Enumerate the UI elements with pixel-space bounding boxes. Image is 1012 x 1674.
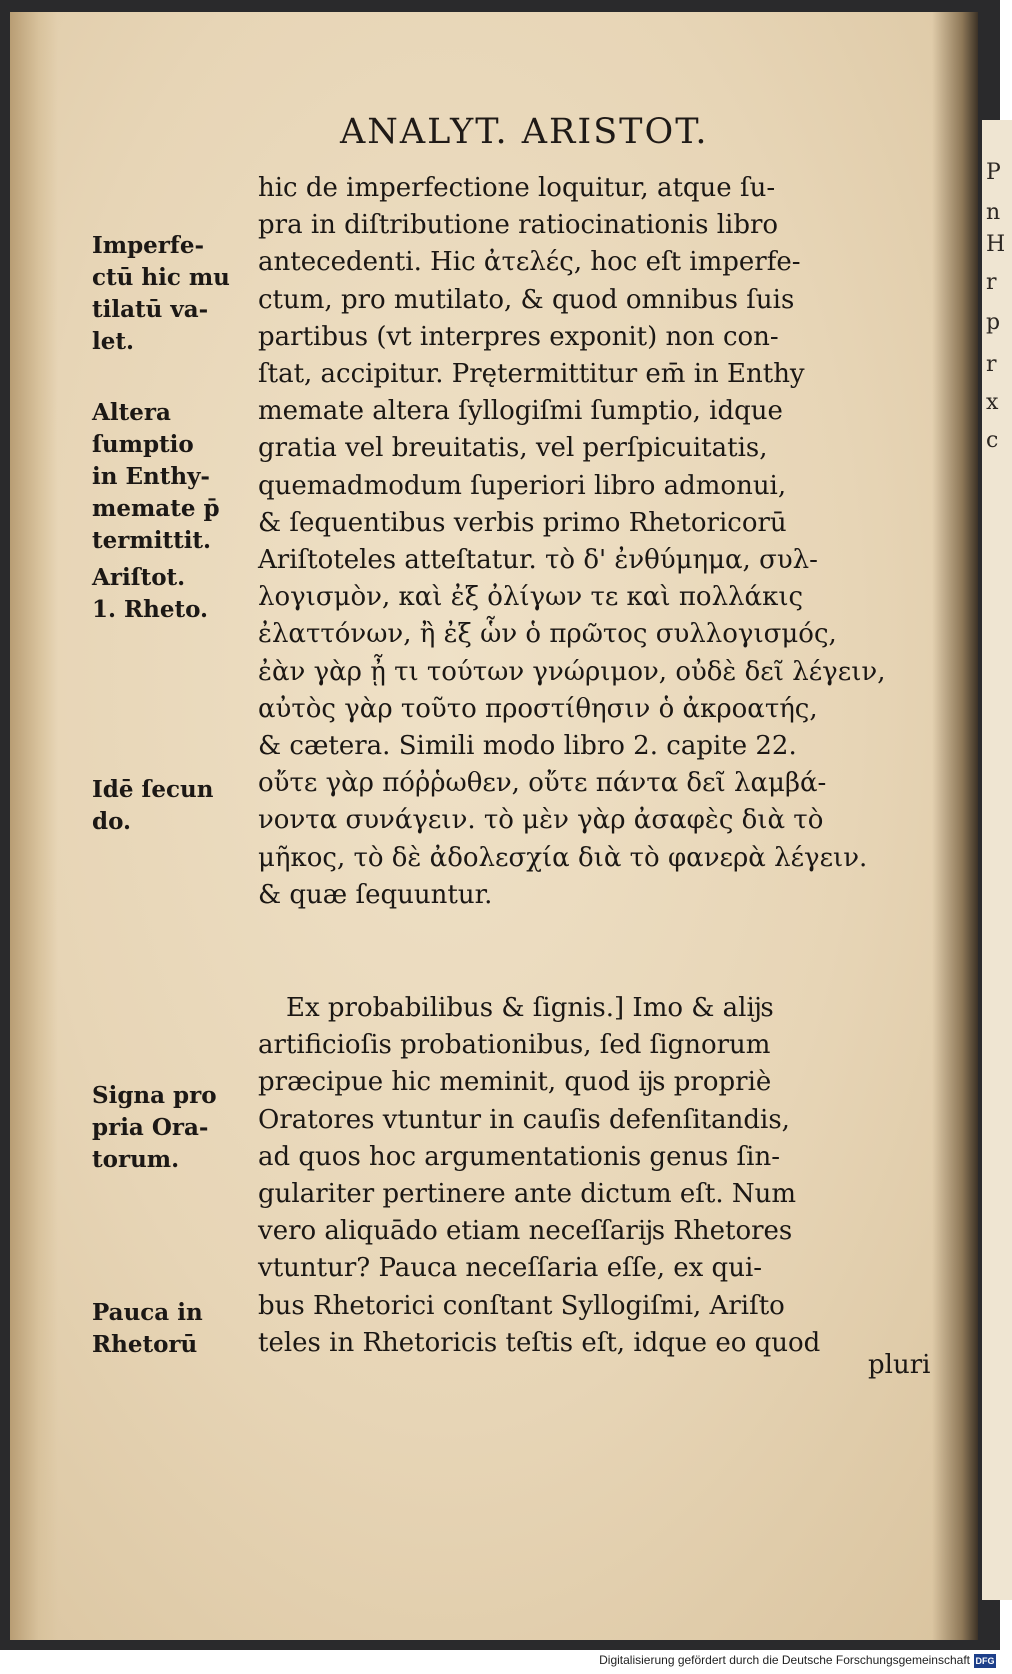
greek-text-line: μῆκος, τὸ δὲ ἀδολεσχία διὰ τὸ φανερὰ λέγειν. [258, 842, 868, 873]
margin-note-line: ſumptio [92, 431, 194, 458]
greek-text-line: ἐλαττόνων, ἢ ἐξ ὧν ὁ πρῶτος συλλογισμός, [258, 619, 837, 650]
funding-credit: Digitalisierung gefördert durch die Deutsche Forschungsgemeinschaft [599, 1653, 970, 1667]
margin-note-line: Imperfe- [92, 232, 205, 259]
greek-text-line: λογισμὸν, καὶ ἐξ ὀλίγων τε καὶ πολλάκις [258, 582, 804, 613]
next-page-edge [982, 120, 1012, 1600]
margin-note-line: let. [92, 328, 135, 355]
next-page-letter: c [986, 428, 999, 453]
text-line: & quæ ſequuntur. [258, 879, 493, 910]
text-line: ad quos hoc argumentationis genus ſin- [258, 1141, 781, 1172]
margin-note-line: in Enthy- [92, 463, 210, 490]
text-line: gulariter pertinere ante dictum eſt. Num [258, 1179, 797, 1210]
text-line: præcipue hic meminit, quod ĳs propriè [258, 1067, 772, 1098]
margin-note-line: Rhetorū [92, 1331, 198, 1358]
text-line: & cætera. Simili modo libro 2. capite 22. [258, 731, 797, 762]
running-head: ANALYT. ARISTOT. [340, 112, 709, 152]
text-line: vero aliquādo etiam neceſſarĳs Rhetores [258, 1216, 793, 1247]
text-line: Ex probabilibus & ſignis.] Imo & alĳs [286, 993, 774, 1023]
dfg-logo-icon: DFG [975, 1656, 995, 1666]
margin-note-idem-secundo [92, 774, 252, 838]
text-line: Oratores vtuntur in cauſis defenſitandis, [258, 1104, 790, 1135]
next-page-letter: p [986, 310, 1001, 335]
book-page [10, 12, 978, 1640]
margin-note-line: Altera [92, 399, 171, 426]
text-line: memate altera ſyllogiſmi ſumptio, idque [258, 396, 783, 427]
text-line: Ariſtoteles atteſtatur. τὸ δ' ἐνθύμημα, συλ- [258, 545, 818, 576]
text-line: hic de imperfectione loquitur, atque ſu- [258, 173, 776, 203]
paragraph-2 [258, 990, 908, 1362]
text-line: teles in Rhetoricis teſtis eſt, idque eo quod [258, 1327, 821, 1358]
next-page-letter: H [986, 232, 1006, 257]
margin-note-line: pria Ora- [92, 1114, 209, 1141]
text-line: vtuntur? Pauca neceſſaria eſſe, ex qui- [258, 1253, 763, 1284]
margin-note-line: Pauca in [92, 1299, 203, 1326]
margin-note-line: tilatū va- [92, 296, 209, 323]
text-line: gratia vel breuitatis, vel perſpicuitatis, [258, 433, 768, 464]
margin-note-line: torum. [92, 1146, 180, 1173]
text-line: antecedenti. Hic ἀτελές, hoc eſt imperfe- [258, 247, 801, 278]
digitization-footer [0, 1650, 1000, 1674]
text-line: ctum, pro mutilato, & quod omnibus ſuis [258, 284, 795, 315]
margin-note-line: memate p̄ [92, 495, 220, 522]
margin-note-altera-sumptio [92, 397, 252, 557]
text-line: ſtat, accipitur. Prętermittitur em̄ in Enthy [258, 359, 805, 390]
margin-note-line: termittit. [92, 527, 212, 554]
margin-note-pauca-in-rhetorum [92, 1297, 252, 1361]
text-line: artificioſis probationibus, ſed ſignorum [258, 1030, 771, 1061]
margin-note-line: 1. Rheto. [92, 596, 209, 623]
next-page-letter: r [986, 352, 997, 377]
next-page-letter: x [986, 390, 999, 415]
text-line: & ſequentibus verbis primo Rhetoricorū [258, 507, 787, 538]
margin-note-line: Signa pro [92, 1082, 217, 1109]
margin-note-line: ctū hic mu [92, 264, 230, 291]
next-page-letter: r [986, 270, 997, 295]
margin-note-line: Idē ſecun [92, 776, 214, 803]
text-line: partibus (vt interpres exponit) non con- [258, 321, 779, 352]
margin-note-line: Ariſtot. [92, 564, 186, 591]
greek-text-line: ἐὰν γὰρ ᾖ τι τούτων γνώριμον, οὐδὲ δεῖ λέγειν, [258, 656, 886, 687]
margin-note-line: do. [92, 808, 132, 835]
margin-note-signa-propria [92, 1080, 252, 1176]
next-page-letter: n [986, 200, 1001, 225]
greek-text-line: οὔτε γὰρ πόῤῥωθεν, οὔτε πάντα δεῖ λαμβά- [258, 768, 827, 799]
text-line: pra in diſtributione ratiocinationis libro [258, 210, 779, 241]
margin-note-imperfectum [92, 230, 252, 358]
next-page-letter: P [986, 160, 1001, 185]
greek-text-line: αὐτὸς γὰρ τοῦτο προστίθησιν ὁ ἀκροατής, [258, 693, 818, 724]
text-line: quemadmodum ſuperiori libro admonui, [258, 470, 787, 501]
catchword: pluri [868, 1350, 931, 1380]
text-line: bus Rhetorici conſtant Syllogiſmi, Ariſto [258, 1290, 785, 1321]
paragraph-1 [258, 170, 908, 914]
margin-note-aristot-rheto [92, 562, 252, 626]
greek-text-line: νοντα συνάγειν. τὸ μὲν γὰρ ἀσαφὲς διὰ τὸ [258, 805, 824, 836]
